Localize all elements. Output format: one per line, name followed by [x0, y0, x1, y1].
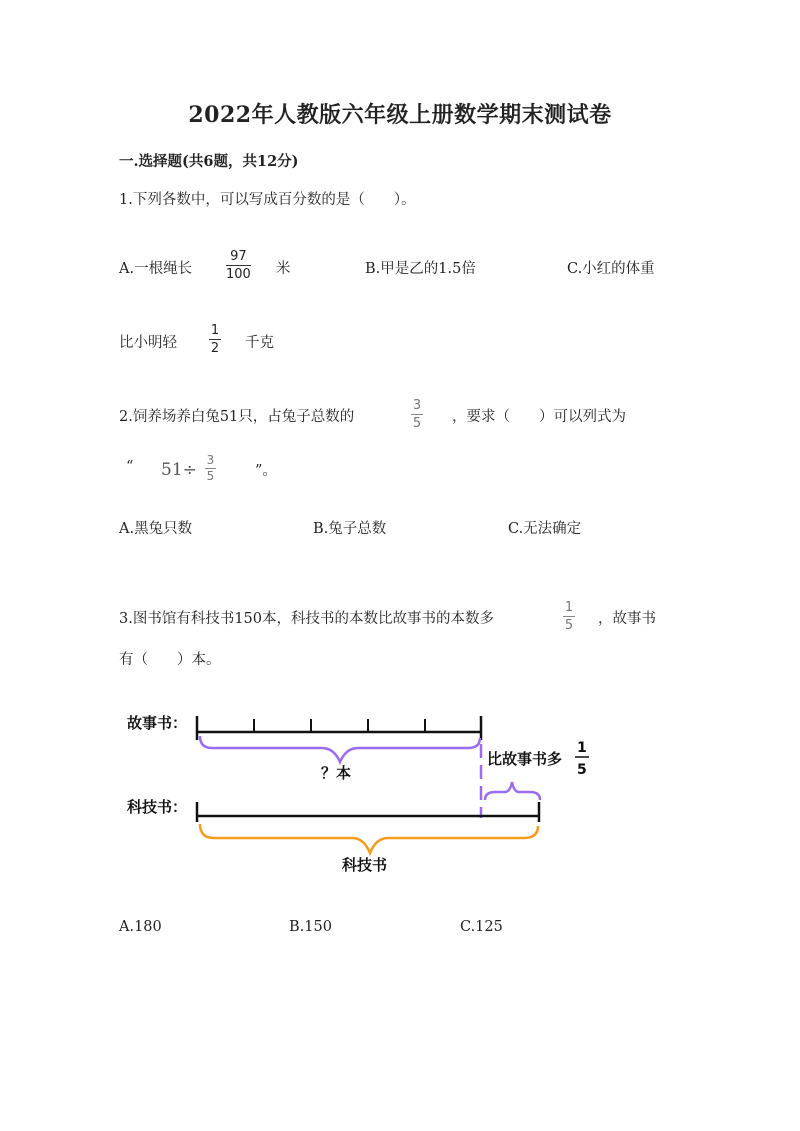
q2-option-c: C.无法确定 — [508, 521, 582, 537]
story-books-brace — [200, 736, 480, 762]
more-label: 比故事书多 — [487, 750, 563, 768]
fraction-numerator: 3 — [412, 398, 422, 413]
fraction-numerator: 3 — [206, 453, 215, 467]
q2-option-a: A.黑兔只数 — [119, 521, 193, 537]
q3-stem-line2: 有（ ）本。 — [119, 652, 221, 668]
tech-books-label: 科技书： — [127, 798, 188, 816]
tech-books-brace — [200, 824, 538, 853]
q3-option-c: C.125 — [460, 919, 503, 935]
extra-part-brace — [485, 782, 540, 800]
fraction-denominator: 5 — [564, 618, 574, 633]
fraction-denominator: 5 — [206, 469, 215, 483]
q2-option-b: B.兔子总数 — [313, 521, 387, 537]
more-fraction-denominator: 5 — [577, 762, 587, 778]
q2-stem-prefix: 2.饲养场养白兔51只，占兔子总数的 — [119, 409, 355, 425]
fraction-denominator: 5 — [412, 416, 422, 431]
q1-option-a-prefix: A.一根绳长 — [119, 261, 193, 277]
fraction-denominator: 2 — [210, 341, 220, 356]
q1-stem: 1.下列各数中，可以写成百分数的是（ ）。 — [119, 192, 416, 208]
q3-option-a: A.180 — [119, 919, 162, 935]
fraction-denominator: 100 — [226, 267, 251, 282]
q1-option-c-line2-prefix: 比小明轻 — [119, 335, 177, 351]
q1-option-c-line1: C.小红的体重 — [567, 261, 655, 277]
q3-stem-suffix: ，故事书 — [598, 611, 656, 627]
q2-close-quote: ”。 — [255, 463, 277, 479]
q2-stem-suffix: ，要求（ ）可以列式为 — [452, 409, 626, 425]
q1-option-b: B.甲是乙的1.5倍 — [365, 261, 476, 277]
fraction-numerator: 97 — [230, 249, 247, 264]
section-heading: 一.选择题(共6题，共12分) — [119, 153, 299, 170]
tech-books-brace-label: 科技书 — [342, 856, 388, 874]
fraction-numerator: 1 — [564, 600, 574, 615]
q3-stem-prefix: 3.图书馆有科技书150本，科技书的本数比故事书的本数多 — [119, 611, 495, 627]
fraction-numerator: 1 — [210, 323, 220, 338]
q2-formula: 51÷ — [161, 460, 197, 480]
page-title: 2022年人教版六年级上册数学期末测试卷 — [188, 102, 612, 128]
more-fraction-numerator: 1 — [577, 740, 587, 756]
q1-option-a-suffix: 米 — [276, 261, 291, 277]
q3-option-b: B.150 — [289, 919, 332, 935]
q1-option-c-line2-suffix: 千克 — [245, 335, 274, 351]
story-books-label: 故事书： — [127, 714, 188, 732]
q2-open-quote: “ — [126, 459, 134, 475]
story-books-question: ？本 — [321, 764, 352, 782]
